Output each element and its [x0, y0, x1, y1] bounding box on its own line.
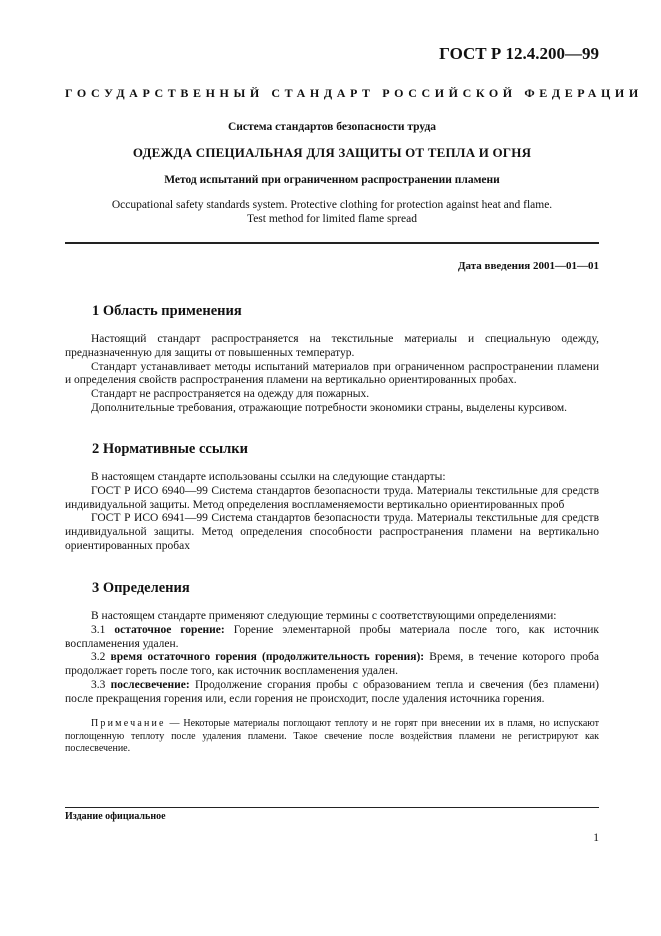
section-2-body	[65, 471, 599, 554]
section-3-heading: 3 Определения	[92, 580, 190, 596]
footer-divider	[65, 807, 599, 808]
definition-3-3-term: послесвечение:	[110, 678, 190, 691]
definition-3-1	[65, 624, 599, 652]
section-1-body	[65, 333, 599, 416]
document-subtitle: Метод испытаний при ограниченном распространении пламени	[164, 174, 500, 186]
state-standard-heading: ГОСУДАРСТВЕННЫЙ СТАНДАРТ РОССИЙСКОЙ ФЕДЕРАЦИИ	[65, 86, 643, 100]
note-label: Примечание	[91, 718, 166, 729]
definition-3-1-term: остаточное горение:	[114, 623, 225, 636]
section-2-paragraph-1: В настоящем стандарте использованы ссылки на следующие стандарты:	[91, 471, 446, 483]
definition-3-3	[65, 679, 599, 707]
title-divider	[65, 242, 599, 244]
section-2-heading: 2 Нормативные ссылки	[92, 441, 248, 457]
definition-3-3-number: 3.3	[91, 678, 111, 691]
introduction-date: Дата введения 2001—01—01	[457, 260, 599, 272]
note	[65, 718, 599, 756]
section-3-body	[65, 610, 599, 707]
definition-3-2-text: Время, в течение которого проба продолжает гореть после того, как источник воспламенения удален.	[65, 651, 600, 678]
definition-3-1-text: Горение элементарной пробы материала после того, как источник воспламенения удален.	[65, 623, 599, 650]
page-number: 1	[593, 832, 599, 844]
note-text: — Некоторые материалы поглощают теплоту и не горят при внесении их в пламя, но испускают поглощенную теплоту после удаления пламени. Такое свечение после воздействия пламени не регистрируют как послесвечение.	[65, 718, 599, 754]
document-code: ГОСТ Р 12.4.200—99	[439, 44, 599, 63]
english-title-line-1: Occupational safety standards system. Protective clothing for protection against heat and flame.	[111, 199, 553, 211]
section-1-paragraph-1: Настоящий стандарт распространяется на текстильные материалы и специальную одежду, предназначенную для защиты от повышенных температур.	[65, 333, 599, 359]
section-1-heading: 1 Область применения	[92, 303, 242, 319]
section-1-paragraph-2: Стандарт устанавливает методы испытаний материалов при ограниченном распространении пламени и определения свойств распространения пламени на вертикально ориентированных пробах.	[65, 360, 599, 387]
section-3-paragraph-1: В настоящем стандарте применяют следующие термины с соответствующими определениями:	[91, 610, 557, 622]
definition-3-1-number: 3.1	[91, 623, 115, 636]
definition-3-3-text: Продолжение сгорания пробы с образованием тепла и свечения (без пламени) после прекращения горения или, если горения не происходит, после удаления источника горения.	[65, 678, 600, 705]
section-1-paragraph-3: Стандарт не распространяется на одежду для пожарных.	[91, 388, 370, 401]
definition-3-2-number: 3.2	[91, 651, 111, 664]
section-1-paragraph-4: Дополнительные требования, отражающие потребности экономики страны, выделены курсивом.	[91, 401, 568, 414]
official-edition-label: Издание официальное	[65, 811, 166, 822]
document-title: ОДЕЖДА СПЕЦИАЛЬНАЯ ДЛЯ ЗАЩИТЫ ОТ ТЕПЛА И ОГНЯ	[132, 145, 532, 160]
standards-system-title: Система стандартов безопасности труда	[227, 121, 437, 133]
section-2-reference-2: ГОСТ Р ИСО 6941—99 Система стандартов безопасности труда. Материалы текстильные для средств индивидуальной защиты. Метод определения способности распространения пламени на вертикально ориентированных пробах	[65, 512, 599, 552]
section-2-reference-1: ГОСТ Р ИСО 6940—99 Система стандартов безопасности труда. Материалы текстильные для средств индивидуальной защиты. Метод определения воспламеняемости вертикально ориентированных проб	[65, 484, 599, 511]
definition-3-2-term: время остаточного горения (продолжительность горения):	[110, 651, 425, 664]
definition-3-2	[65, 651, 599, 679]
english-title-line-2: Test method for limited flame spread	[246, 213, 418, 225]
